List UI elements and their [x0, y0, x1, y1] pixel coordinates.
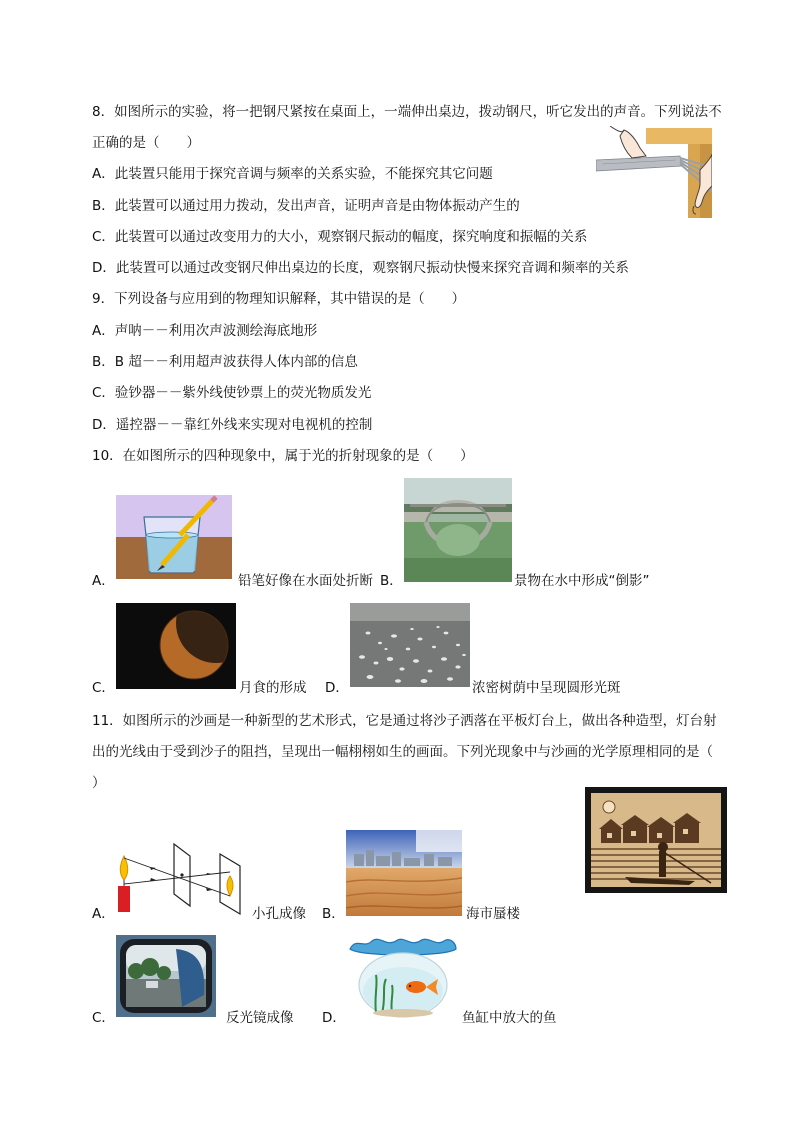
mirage-image: [346, 830, 462, 916]
q11-stem-line2: 出的光线由于受到沙子的阻挡，呈现出一幅栩栩如生的画面。下列光现象中与沙画的光学原理相同的是（: [92, 744, 713, 760]
light-spots-image: [350, 603, 470, 687]
bridge-reflection-image: [404, 478, 512, 582]
q11-option-b-letter: B．: [322, 906, 345, 922]
q11-option-a-caption: 小孔成像: [252, 906, 306, 922]
q10-stem: 10．在如图所示的四种现象中，属于光的折射现象的是（ ）: [92, 448, 474, 464]
steel-ruler-illustration: [596, 126, 712, 218]
q11-option-b-caption: 海市蜃楼: [466, 906, 520, 922]
pinhole-camera-diagram: [116, 840, 250, 916]
q8-option-b: B．此装置可以通过用力拨动，发出声音，证明声音是由物体振动产生的: [92, 198, 520, 214]
lunar-eclipse-image: [116, 603, 236, 689]
q10-option-d-caption: 浓密树荫中呈现圆形光斑: [472, 680, 621, 696]
q10-option-b-caption: 景物在水中形成“倒影”: [514, 573, 650, 589]
q10-option-d-letter: D．: [325, 680, 349, 696]
q8-option-a: A．此装置只能用于探究音调与频率的关系实验，不能探究其它问题: [92, 166, 493, 182]
q10-option-c-letter: C．: [92, 680, 115, 696]
q8-stem-line2: 正确的是（ ）: [92, 135, 200, 151]
q10-option-a-letter: A．: [92, 573, 115, 589]
q9-option-a: A．声呐－－利用次声波测绘海底地形: [92, 323, 318, 339]
sand-painting-image: [585, 787, 727, 893]
q9-stem: 9．下列设备与应用到的物理知识解释，其中错误的是（ ）: [92, 291, 466, 307]
q11-stem-line1: 11．如图所示的沙画是一种新型的艺术形式，它是通过将沙子洒落在平板灯台上，做出各种造型，灯台射: [92, 713, 717, 729]
q9-option-b: B．B 超－－利用超声波获得人体内部的信息: [92, 354, 358, 370]
q8-option-c: C．此装置可以通过改变用力的大小，观察钢尺振动的幅度，探究响度和振幅的关系: [92, 229, 588, 245]
q8-stem-line1: 8．如图所示的实验，将一把钢尺紧按在桌面上，一端伸出桌边，拨动钢尺，听它发出的声音。下列说法不: [92, 104, 722, 120]
q8-option-d: D．此装置可以通过改变钢尺伸出桌边的长度，观察钢尺振动快慢来探究音调和频率的关系: [92, 260, 629, 276]
q11-stem-line3: ）: [92, 775, 106, 791]
goldfish-bowl-image: [346, 935, 460, 1019]
side-mirror-image: [116, 935, 216, 1017]
q10-option-c-caption: 月食的形成: [239, 680, 307, 696]
q9-option-d: D．遥控器－－靠红外线来实现对电视机的控制: [92, 417, 373, 433]
q11-option-a-letter: A．: [92, 906, 115, 922]
q11-option-d-letter: D．: [322, 1010, 346, 1026]
q10-option-b-letter: B．: [380, 573, 403, 589]
q11-option-c-caption: 反光镜成像: [226, 1010, 294, 1026]
pencil-in-water-image: [116, 495, 232, 579]
q9-option-c: C．验钞器－－紫外线使钞票上的荧光物质发光: [92, 385, 372, 401]
q11-option-c-letter: C．: [92, 1010, 115, 1026]
q11-option-d-caption: 鱼缸中放大的鱼: [462, 1010, 557, 1026]
q10-option-a-caption: 铅笔好像在水面处折断: [238, 573, 373, 589]
